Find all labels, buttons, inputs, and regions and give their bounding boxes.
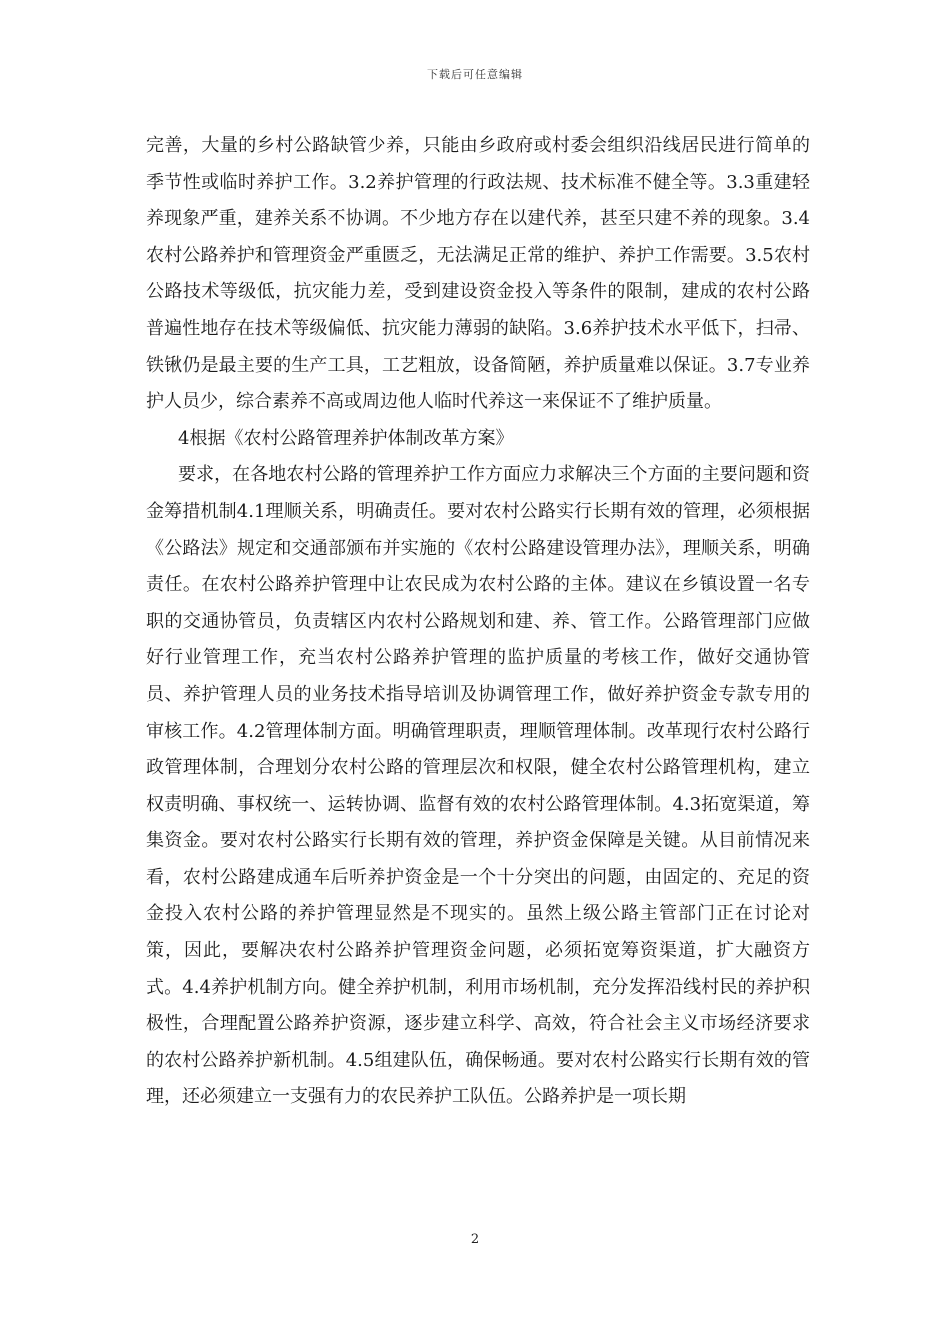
document-body	[146, 128, 810, 1116]
page-number: 2	[470, 1232, 480, 1247]
section-heading: 4根据《农村公路管理养护体制改革方案》	[178, 427, 514, 449]
paragraph-requirements: 要求，在各地农村公路的管理养护工作方面应力求解决三个方面的主要问题和资金筹措机制4.1理顺关系，明确责任。要对农村公路实行长期有效的管理，必须根据《公路法》规定和交通部颁布并实施的《农村公路建设管理办法》，理顺关系，明确责任。在农村公路养护管理中让农民成为农村公路的主体。建议在乡镇设置一名专职的交通协管员，负责辖区内农村公路规划和建、养、管工作。公路管理部门应做好行业管理工作，充当农村公路养护管理的监护质量的考核工作，做好交通协管员、养护管理人员的业务技术指导培训及协调管理工作，做好养护资金专款专用的审核工作。4.2管理体制方面。明确管理职责，理顺管理体制。改革现行农村公路行政管理体制，合理划分农村公路的管理层次和权限，健全农村公路管理机构，建立权责明确、事权统一、运转协调、监督有效的农村公路管理体制。4.3拓宽渠道，筹集资金。要对农村公路实行长期有效的管理，养护资金保障是关键。从目前情况来看，农村公路建成通车后听养护资金是一个十分突出的问题，由固定的、充足的资金投入农村公路的养护管理显然是不现实的。虽然上级公路主管部门正在讨论对策，因此，要解决农村公路养护管理资金问题，必须拓宽筹资渠道，扩大融资方式。4.4养护机制方向。健全养护机制，利用市场机制，充分发挥沿线村民的养护积极性，合理配置公路养护资源，逐步建立科学、高效，符合社会主义市场经济要求的农村公路养护新机制。4.5组建队伍，确保畅通。要对农村公路实行长期有效的管理，还必须建立一支强有力的农民养护工队伍。公路养护是一项长期	[146, 464, 810, 1108]
page-header: 下载后可任意编辑	[427, 68, 523, 81]
paragraph-continuation: 完善，大量的乡村公路缺管少养，只能由乡政府或村委会组织沿线居民进行简单的季节性或临时养护工作。3.2养护管理的行政法规、技术标准不健全等。3.3重建轻养现象严重，建养关系不协调。不少地方存在以建代养，甚至只建不养的现象。3.4农村公路养护和管理资金严重匮乏，无法满足正常的维护、养护工作需要。3.5农村公路技术等级低，抗灾能力差，受到建设资金投入等条件的限制，建成的农村公路普遍性地存在技术等级偏低、抗灾能力薄弱的缺陷。3.6养护技术水平低下，扫帚、铁锹仍是最主要的生产工具，工艺粗放，设备简陋，养护质量难以保证。3.7专业养护人员少，综合素养不高或周边他人临时代养这一来保证不了维护质量。	[146, 135, 810, 413]
